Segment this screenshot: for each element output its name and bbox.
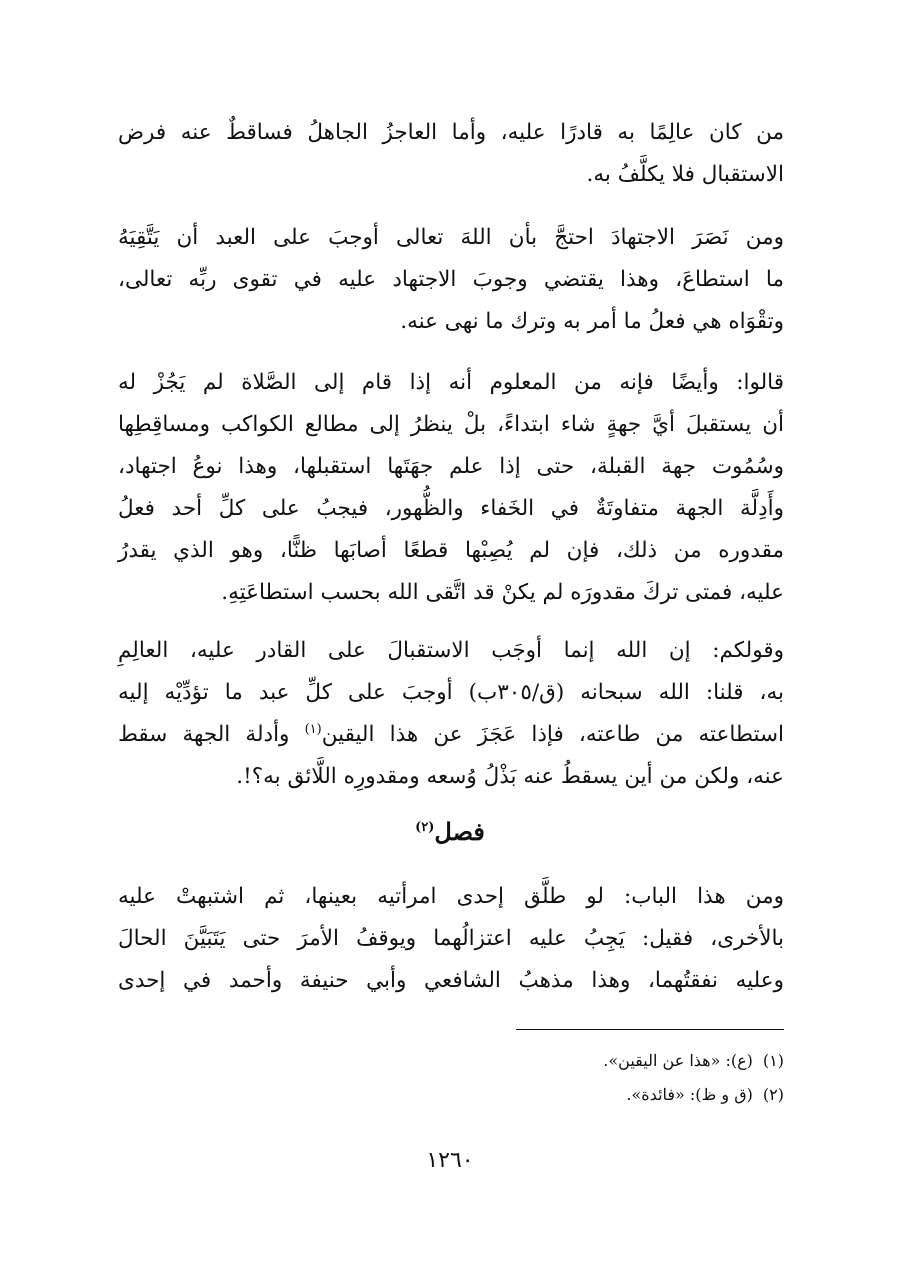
text-line: ومن هذا الباب: لو طلَّق إحدى امرأتيه بعينها، ثم اشتبهتْ عليه <box>118 884 784 909</box>
paragraph-2 <box>118 217 784 343</box>
paragraph-4 <box>118 630 784 798</box>
footnote-ref-2[interactable]: (٢) <box>415 820 435 835</box>
footnote-number: (١) <box>762 1051 784 1070</box>
text-line: ومن نَصَرَ الاجتهادَ احتجَّ بأن اللهَ تعالى أوجبَ على العبد أن يَتَّقِيَهُ <box>118 225 784 250</box>
text-line: بالأخرى، فقيل: يَجِبُ عليه اعتزالُهما ويوقفُ الأمرَ حتى يَتَبَيَّنَ الحالَ <box>118 926 784 951</box>
paragraph-5 <box>118 876 784 1002</box>
text-line: الاستقبال فلا يكلَّفُ به. <box>586 162 784 187</box>
section-heading <box>0 812 900 852</box>
footnote-text: (ق و ظ): «فائدة». <box>626 1085 753 1104</box>
text-line: مقدوره من ذلك، فإن لم يُصِبْها قطعًا أصابَها ظنًّا، وهو الذي يقدرُ <box>118 538 784 563</box>
text-line: وقولكم: إن الله إنما أوجَب الاستقبالَ على القادر عليه، العالِمِ <box>118 638 784 663</box>
text-line: وسُمُوت جهة القبلة، حتى إذا علم جهَتَها استقبلها، وهذا نوعُ اجتهاد، <box>118 454 784 479</box>
text-line: من كان عالِمًا به قادرًا عليه، وأما العاجزُ الجاهلُ فساقطٌ عنه فرض <box>118 120 784 145</box>
text-line: عليه، فمتى تركَ مقدورَه لم يكنْ قد اتَّقى الله بحسب استطاعَتِهِ. <box>221 580 784 605</box>
paragraph-3 <box>118 362 784 614</box>
footnote-separator <box>516 1029 784 1030</box>
paragraph-1 <box>118 112 784 196</box>
footnote-text: (ع): «هذا عن اليقين». <box>603 1051 753 1070</box>
page-number: ١٢٦٠ <box>426 1148 474 1173</box>
text-segment: وأدلة الجهة سقط <box>118 722 305 747</box>
text-line: أن يستقبلَ أيَّ جهةٍ شاء ابتداءً، بلْ ينظرُ إلى مطالع الكواكب ومساقِطِها <box>118 412 784 437</box>
text-line-with-footnote-ref <box>118 714 784 756</box>
text-segment: استطاعته من طاعته، فإذا عَجَزَ عن هذا اليقين <box>321 722 785 747</box>
footnote-2 <box>118 1081 784 1109</box>
text-line: به، قلنا: الله سبحانه (ق/٣٠٥ب) أوجبَ على كلِّ عبد ما تؤدِّيْه إليه <box>118 680 785 705</box>
footnote-1 <box>118 1047 784 1075</box>
text-line: ما استطاعَ، وهذا يقتضي وجوبَ الاجتهاد عليه في تقوى ربِّه تعالى، <box>118 267 784 292</box>
footnote-ref-1[interactable]: (١) <box>304 721 322 737</box>
text-line: قالوا: وأيضًا فإنه من المعلوم أنه إذا قام إلى الصَّلاة لم يَجُزْ له <box>118 370 784 395</box>
text-line: وعليه نفقتُهما، وهذا مذهبُ الشافعي وأبي حنيفة وأحمد في إحدى <box>118 968 784 993</box>
text-line: عنه، ولكن من أين يسقطُ عنه بَذْلُ وُسعه ومقدورِه اللَّائق به؟!. <box>236 764 784 789</box>
text-line: وأَدِلَّة الجهة متفاوتَةٌ في الخَفاء والظُّهور، فيجبُ على كلِّ أحد فعلُ <box>118 496 784 521</box>
heading-text: فصل <box>434 817 485 846</box>
text-line: وتقْوَاه هي فعلُ ما أمر به وترك ما نهى عنه. <box>400 309 784 334</box>
footnote-number: (٢) <box>762 1085 784 1104</box>
